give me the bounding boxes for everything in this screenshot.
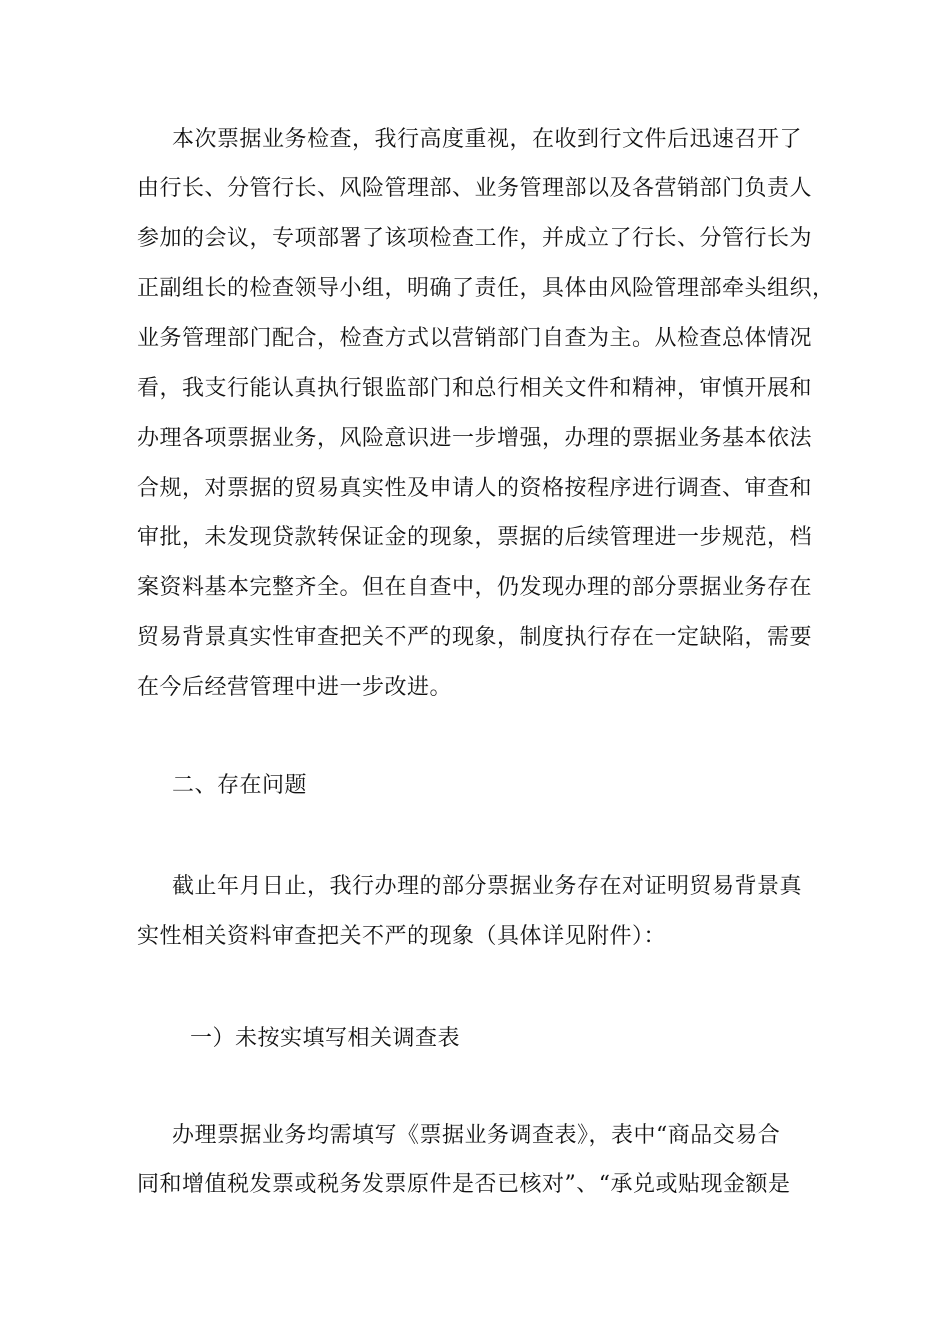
- paragraph-1-line-7: 办理各项票据业务，风险意识进一步增强，办理的票据业务基本依法: [137, 426, 813, 451]
- subsection-heading: 一）未按实填写相关调查表: [190, 1026, 461, 1051]
- paragraph-1-line-1: 本次票据业务检查，我行高度重视，在收到行文件后迅速召开了: [172, 127, 803, 152]
- paragraph-1-line-2: 由行长、分管行长、风险管理部、业务管理部以及各营销部门负责人: [137, 176, 813, 201]
- paragraph-1-line-8: 合规，对票据的贸易真实性及申请人的资格按程序进行调查、审查和: [137, 476, 813, 501]
- paragraph-1-line-9: 审批，未发现贷款转保证金的现象，票据的后续管理进一步规范，档: [137, 525, 813, 550]
- paragraph-2-line-1: 截止年月日止，我行办理的部分票据业务存在对证明贸易背景真: [172, 874, 803, 899]
- paragraph-1-line-11: 贸易背景真实性审查把关不严的现象，制度执行存在一定缺陷，需要: [137, 625, 813, 650]
- paragraph-1-line-3: 参加的会议，专项部署了该项检查工作，并成立了行长、分管行长为: [137, 226, 813, 251]
- paragraph-2-line-2: 实性相关资料审查把关不严的现象（具体详见附件）：: [137, 924, 667, 949]
- paragraph-1-line-5: 业务管理部门配合，检查方式以营销部门自查为主。从检查总体情况: [137, 326, 813, 351]
- section-heading: 二、存在问题: [172, 773, 308, 798]
- paragraph-1-line-10: 案资料基本完整齐全。但在自查中，仍发现办理的部分票据业务存在: [137, 575, 813, 600]
- paragraph-1-line-4: 正副组长的检查领导小组，明确了责任，具体由风险管理部牵头组织，: [137, 276, 835, 301]
- paragraph-3-line-2: 同和增值税发票或税务发票原件是否已核对”、“承兑或贴现金额是: [137, 1172, 791, 1197]
- paragraph-3-line-1: 办理票据业务均需填写《票据业务调查表》，表中“商品交易合: [172, 1123, 781, 1148]
- paragraph-1-line-6: 看，我支行能认真执行银监部门和总行相关文件和精神，审慎开展和: [137, 376, 813, 401]
- paragraph-1-line-12: 在今后经营管理中进一步改进。: [137, 675, 453, 700]
